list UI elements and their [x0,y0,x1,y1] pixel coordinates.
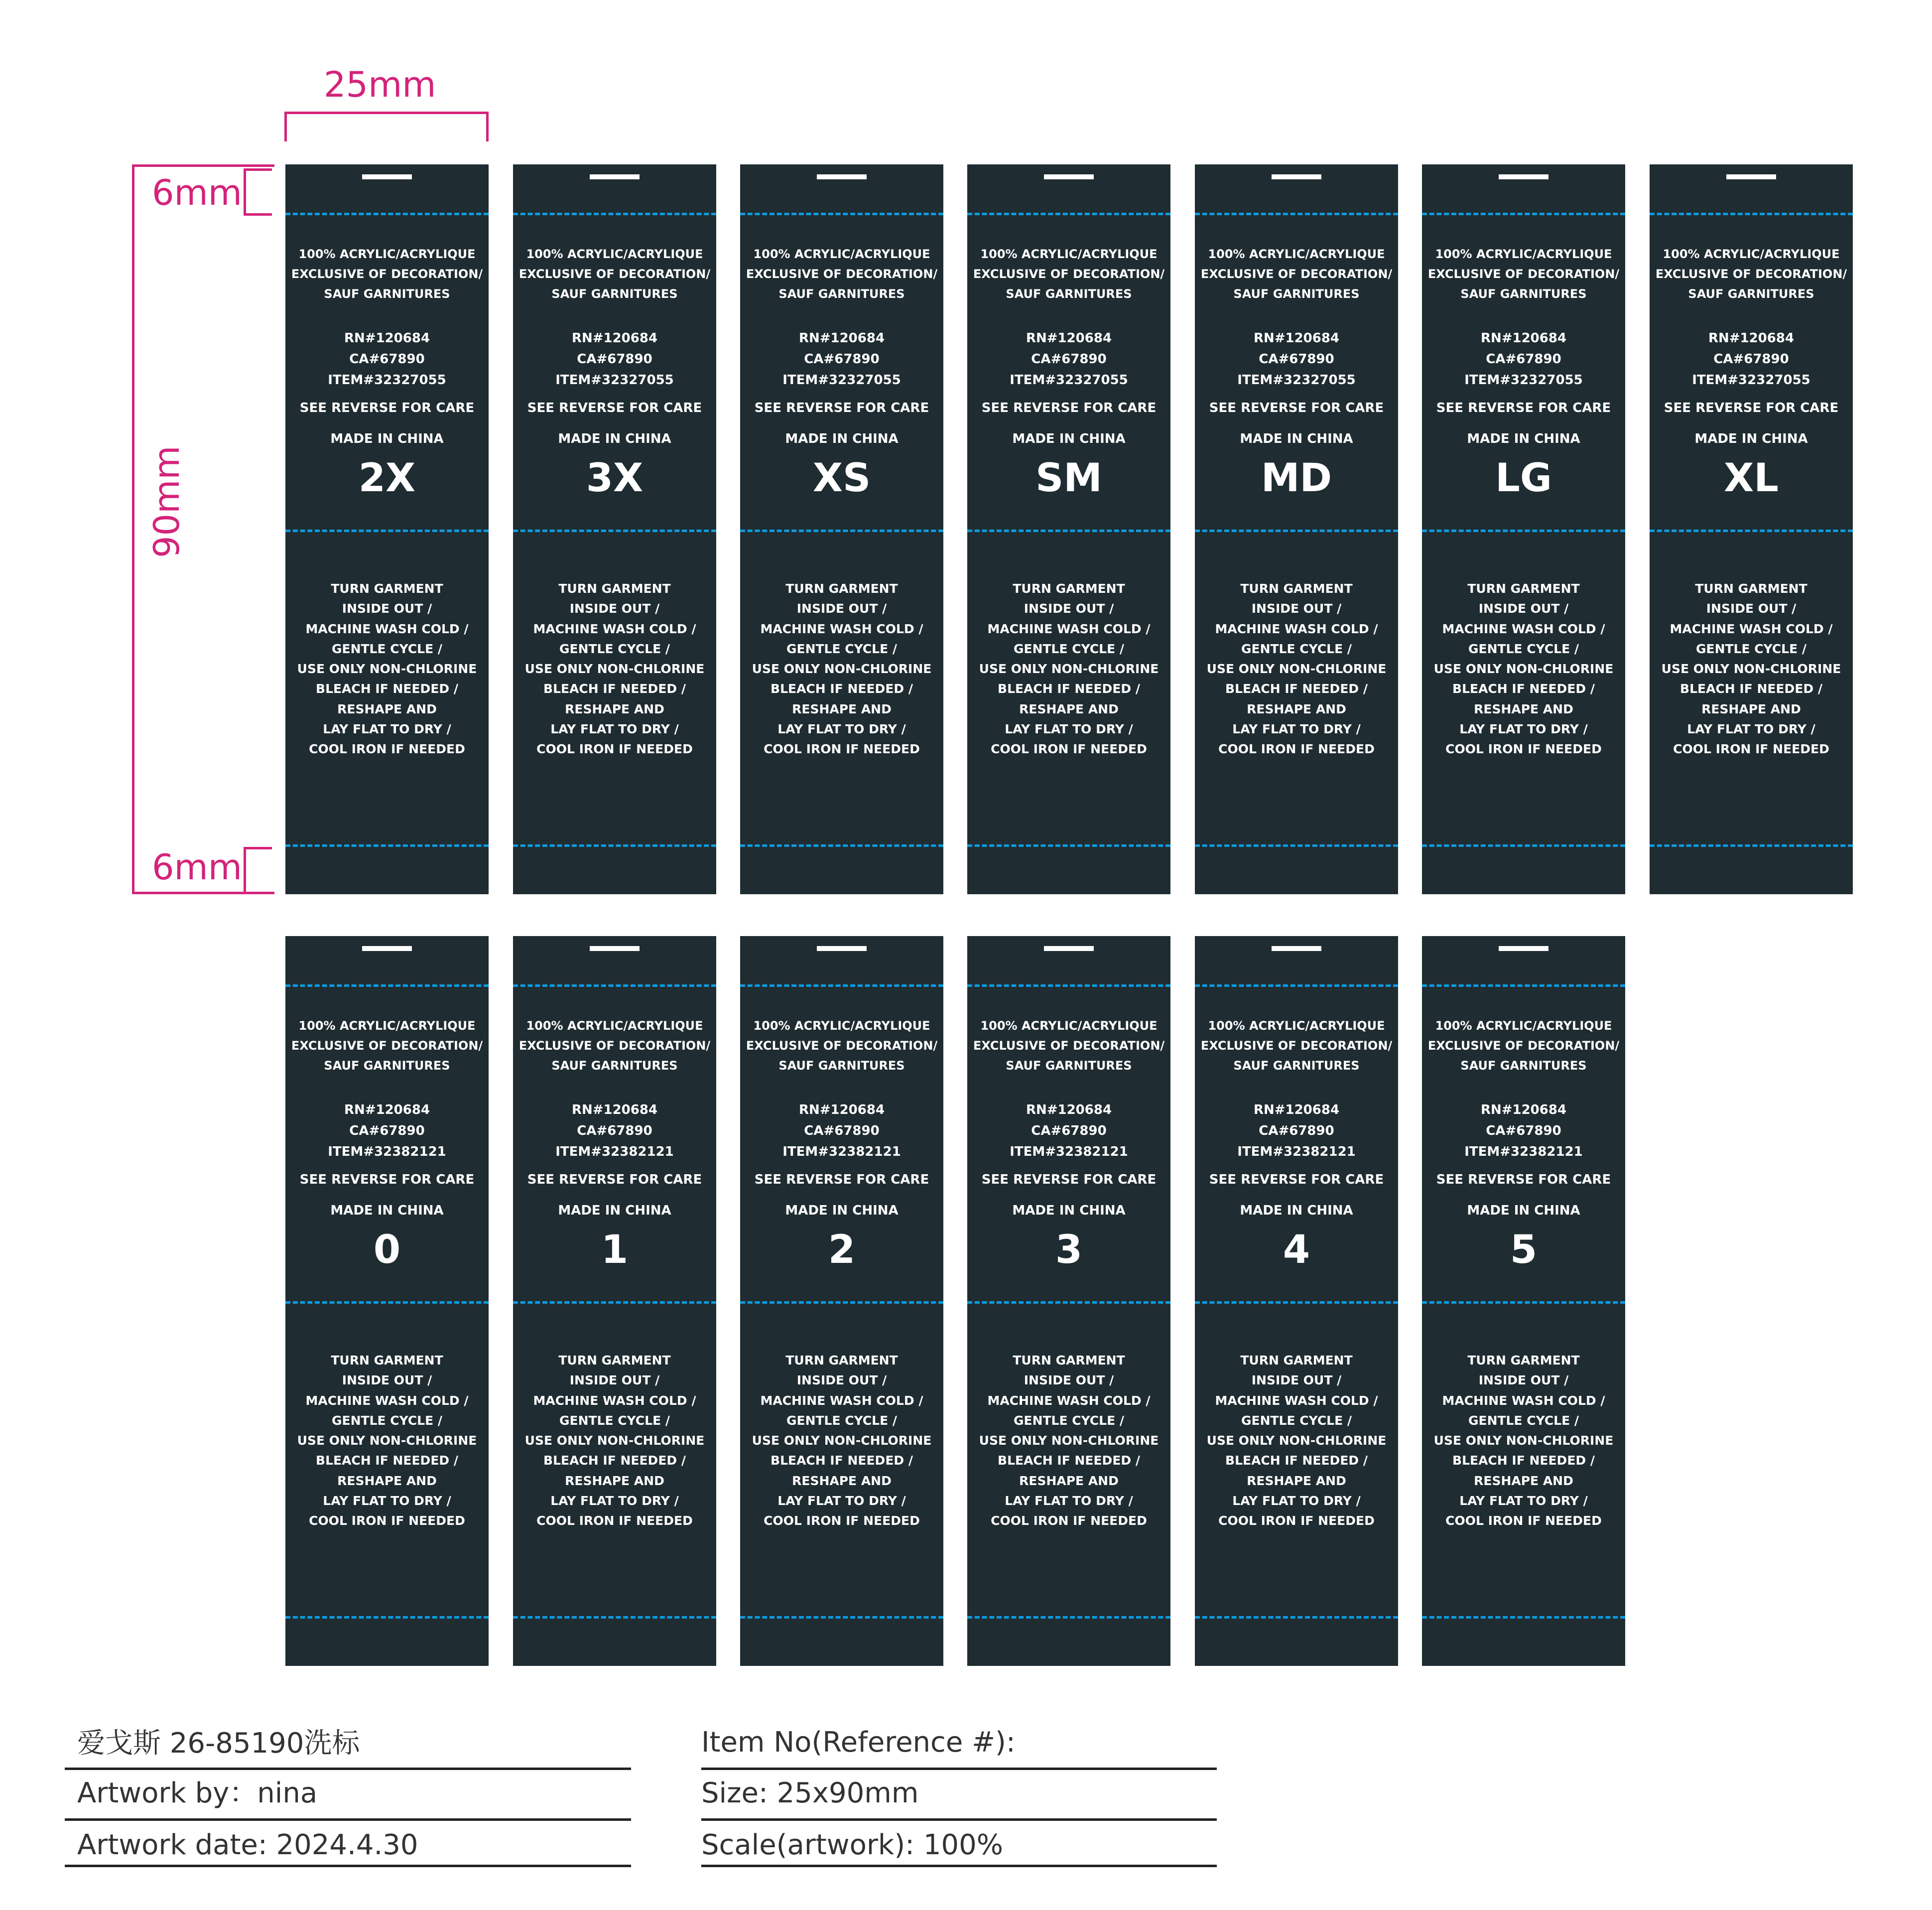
item-number: ITEM#32382121 [1010,1144,1128,1159]
size-label: 5 [1510,1228,1538,1272]
fold-line-top [1422,984,1625,987]
fold-line-top [513,213,716,215]
label-0 [285,936,489,1666]
fold-line-bottom [740,844,943,847]
fold-line-middle [1650,530,1853,532]
info-rule [701,1865,1217,1867]
fiber-content: 100% ACRYLIC/ACRYLIQUE EXCLUSIVE OF DECORATION/ SAUF GARNITURES [746,247,938,301]
fiber-content: 100% ACRYLIC/ACRYLIQUE EXCLUSIVE OF DECORATION/ SAUF GARNITURES [1200,1019,1393,1073]
ca-number: CA#67890 [1031,1123,1107,1138]
label-xs [740,164,943,894]
width-dimension-tick-left [284,112,287,141]
fold-line-middle [1422,530,1625,532]
artwork-date: Artwork date: 2024.4.30 [77,1829,418,1861]
care-instructions: TURN GARMENT INSIDE OUT / MACHINE WASH COLD / GENTLE CYCLE / USE ONLY NON-CHLORINE BLEACH IF NEEDED / RESHAPE AND LAY FLAT TO DRY / COOL IRON IF NEEDED [752,1353,932,1528]
ca-number: CA#67890 [349,1123,425,1138]
rn-number: RN#120684 [1480,1102,1567,1117]
item-number: ITEM#32382121 [1237,1144,1356,1159]
item-number: ITEM#32382121 [782,1144,901,1159]
item-number: ITEM#32327055 [782,373,901,388]
ca-number: CA#67890 [349,352,425,367]
care-instructions: TURN GARMENT INSIDE OUT / MACHINE WASH COLD / GENTLE CYCLE / USE ONLY NON-CHLORINE BLEACH IF NEEDED / RESHAPE AND LAY FLAT TO DRY / COOL IRON IF NEEDED [979,1353,1159,1528]
country-of-origin: MADE IN CHINA [1012,431,1126,446]
artwork-title: 爱戈斯 26-85190洗标 [77,1727,360,1760]
fold-line-bottom [1195,844,1398,847]
see-reverse: SEE REVERSE FOR CARE [754,1172,929,1187]
fold-line-top [967,984,1170,987]
size-spec: Size: 25x90mm [701,1777,919,1809]
size-label: 3X [586,456,644,501]
item-number: ITEM#32327055 [1237,373,1356,388]
label-1 [513,936,716,1666]
see-reverse: SEE REVERSE FOR CARE [1209,401,1384,415]
fold-line-top [1195,213,1398,215]
info-rule [65,1865,631,1867]
info-rule [65,1818,631,1821]
hang-slot [362,946,412,951]
fold-line-middle [513,1301,716,1304]
country-of-origin: MADE IN CHINA [1012,1203,1126,1218]
fold-line-bottom [513,844,716,847]
ca-number: CA#67890 [804,352,880,367]
fold-line-top [285,984,489,987]
see-reverse: SEE REVERSE FOR CARE [527,401,702,415]
fold-line-bottom [740,1616,943,1619]
rn-number: RN#120684 [571,331,658,346]
country-of-origin: MADE IN CHINA [1240,431,1353,446]
info-rule [701,1768,1217,1770]
top-margin-bracket-side [244,168,246,216]
item-number: ITEM#32327055 [1692,373,1810,388]
size-label: XL [1724,456,1779,501]
rn-number: RN#120684 [1026,1102,1112,1117]
hang-slot [1272,946,1321,951]
label-3 [967,936,1170,1666]
fold-line-top [1422,213,1625,215]
fold-line-middle [1195,1301,1398,1304]
ca-number: CA#67890 [1259,1123,1334,1138]
item-number: ITEM#32382121 [1464,1144,1583,1159]
see-reverse: SEE REVERSE FOR CARE [299,1172,475,1187]
info-rule [65,1768,631,1770]
fold-line-middle [1422,1301,1625,1304]
fold-line-top [740,213,943,215]
fold-line-bottom [285,1616,489,1619]
fiber-content: 100% ACRYLIC/ACRYLIQUE EXCLUSIVE OF DECORATION/ SAUF GARNITURES [1427,1019,1620,1073]
fiber-content: 100% ACRYLIC/ACRYLIQUE EXCLUSIVE OF DECORATION/ SAUF GARNITURES [291,1019,483,1073]
hang-slot [590,174,640,179]
see-reverse: SEE REVERSE FOR CARE [754,401,929,415]
see-reverse: SEE REVERSE FOR CARE [1436,401,1611,415]
fiber-content: 100% ACRYLIC/ACRYLIQUE EXCLUSIVE OF DECORATION/ SAUF GARNITURES [1655,247,1847,301]
fold-line-top [513,984,716,987]
fiber-content: 100% ACRYLIC/ACRYLIQUE EXCLUSIVE OF DECORATION/ SAUF GARNITURES [518,1019,711,1073]
rn-number: RN#120684 [571,1102,658,1117]
care-instructions: TURN GARMENT INSIDE OUT / MACHINE WASH COLD / GENTLE CYCLE / USE ONLY NON-CHLORINE BLEACH IF NEEDED / RESHAPE AND LAY FLAT TO DRY / COOL IRON IF NEEDED [1433,581,1614,757]
see-reverse: SEE REVERSE FOR CARE [1209,1172,1384,1187]
hang-slot [1044,174,1094,179]
size-label: MD [1261,456,1332,501]
size-label: 3 [1055,1228,1083,1272]
country-of-origin: MADE IN CHINA [785,431,899,446]
fold-line-bottom [1422,844,1625,847]
rn-number: RN#120684 [344,1102,430,1117]
item-number: ITEM#32382121 [555,1144,674,1159]
fiber-content: 100% ACRYLIC/ACRYLIQUE EXCLUSIVE OF DECORATION/ SAUF GARNITURES [973,1019,1165,1073]
label-lg [1422,164,1625,894]
label-sm [967,164,1170,894]
fold-line-middle [513,530,716,532]
care-instructions: TURN GARMENT INSIDE OUT / MACHINE WASH COLD / GENTLE CYCLE / USE ONLY NON-CHLORINE BLEACH IF NEEDED / RESHAPE AND LAY FLAT TO DRY / COOL IRON IF NEEDED [297,581,477,757]
hang-slot [1726,174,1776,179]
rn-number: RN#120684 [1708,331,1795,346]
fold-line-middle [740,530,943,532]
see-reverse: SEE REVERSE FOR CARE [527,1172,702,1187]
width-dimension-bar [284,112,489,114]
country-of-origin: MADE IN CHINA [330,1203,444,1218]
info-rule [701,1818,1217,1821]
fold-line-middle [740,1301,943,1304]
ca-number: CA#67890 [1486,1123,1561,1138]
country-of-origin: MADE IN CHINA [1467,1203,1580,1218]
rn-number: RN#120684 [798,331,885,346]
top-margin-bracket-top [244,168,272,171]
width-dimension-tick-right [486,112,489,141]
item-number: ITEM#32327055 [328,373,446,388]
ca-number: CA#67890 [804,1123,880,1138]
label-xl [1650,164,1853,894]
care-instructions: TURN GARMENT INSIDE OUT / MACHINE WASH COLD / GENTLE CYCLE / USE ONLY NON-CHLORINE BLEACH IF NEEDED / RESHAPE AND LAY FLAT TO DRY / COOL IRON IF NEEDED [1206,1353,1387,1528]
see-reverse: SEE REVERSE FOR CARE [981,401,1157,415]
size-label: LG [1495,456,1552,501]
ca-number: CA#67890 [1031,352,1107,367]
height-dimension-top-tick [132,164,274,167]
country-of-origin: MADE IN CHINA [558,1203,671,1218]
bottom-margin-dimension-text: 6mm [152,847,242,888]
care-instructions: TURN GARMENT INSIDE OUT / MACHINE WASH COLD / GENTLE CYCLE / USE ONLY NON-CHLORINE BLEACH IF NEEDED / RESHAPE AND LAY FLAT TO DRY / COOL IRON IF NEEDED [524,1353,705,1528]
fold-line-top [740,984,943,987]
label-5 [1422,936,1625,1666]
size-label: 0 [373,1228,401,1272]
see-reverse: SEE REVERSE FOR CARE [1436,1172,1611,1187]
ca-number: CA#67890 [1486,352,1561,367]
scale-spec: Scale(artwork): 100% [701,1829,1003,1861]
ca-number: CA#67890 [1259,352,1334,367]
fiber-content: 100% ACRYLIC/ACRYLIQUE EXCLUSIVE OF DECORATION/ SAUF GARNITURES [291,247,483,301]
fold-line-middle [285,530,489,532]
item-number: ITEM#32382121 [328,1144,446,1159]
care-instructions: TURN GARMENT INSIDE OUT / MACHINE WASH COLD / GENTLE CYCLE / USE ONLY NON-CHLORINE BLEACH IF NEEDED / RESHAPE AND LAY FLAT TO DRY / COOL IRON IF NEEDED [1661,581,1841,757]
fold-line-top [285,213,489,215]
size-label: SM [1035,456,1102,501]
fold-line-middle [285,1301,489,1304]
label-md [1195,164,1398,894]
ca-number: CA#67890 [577,352,652,367]
hang-slot [1044,946,1094,951]
rn-number: RN#120684 [1253,1102,1340,1117]
fold-line-bottom [285,844,489,847]
care-instructions: TURN GARMENT INSIDE OUT / MACHINE WASH COLD / GENTLE CYCLE / USE ONLY NON-CHLORINE BLEACH IF NEEDED / RESHAPE AND LAY FLAT TO DRY / COOL IRON IF NEEDED [1206,581,1387,757]
hang-slot [817,946,867,951]
rn-number: RN#120684 [344,331,430,346]
fold-line-top [1195,984,1398,987]
item-number: Item No(Reference #): [701,1726,1016,1759]
label-3x [513,164,716,894]
bottom-margin-bracket-top [244,847,272,849]
hang-slot [817,174,867,179]
hang-slot [1499,174,1548,179]
width-dimension-text: 25mm [324,64,436,105]
rn-number: RN#120684 [798,1102,885,1117]
item-number: ITEM#32327055 [1010,373,1128,388]
size-label: 2 [828,1228,856,1272]
fold-line-top [1650,213,1853,215]
artwork-by: Artwork by：nina [77,1777,318,1809]
care-instructions: TURN GARMENT INSIDE OUT / MACHINE WASH COLD / GENTLE CYCLE / USE ONLY NON-CHLORINE BLEACH IF NEEDED / RESHAPE AND LAY FLAT TO DRY / COOL IRON IF NEEDED [752,581,932,757]
see-reverse: SEE REVERSE FOR CARE [981,1172,1157,1187]
size-label: 1 [601,1228,629,1272]
label-4 [1195,936,1398,1666]
top-margin-dimension-text: 6mm [152,172,242,213]
fiber-content: 100% ACRYLIC/ACRYLIQUE EXCLUSIVE OF DECORATION/ SAUF GARNITURES [973,247,1165,301]
top-margin-bracket-bottom [244,213,272,216]
care-instructions: TURN GARMENT INSIDE OUT / MACHINE WASH COLD / GENTLE CYCLE / USE ONLY NON-CHLORINE BLEACH IF NEEDED / RESHAPE AND LAY FLAT TO DRY / COOL IRON IF NEEDED [979,581,1159,757]
fold-line-bottom [967,1616,1170,1619]
fiber-content: 100% ACRYLIC/ACRYLIQUE EXCLUSIVE OF DECORATION/ SAUF GARNITURES [1427,247,1620,301]
fold-line-bottom [1195,1616,1398,1619]
country-of-origin: MADE IN CHINA [330,431,444,446]
fold-line-bottom [1650,844,1853,847]
hang-slot [1272,174,1321,179]
fold-line-bottom [513,1616,716,1619]
hang-slot [590,946,640,951]
hang-slot [1499,946,1548,951]
label-2x [285,164,489,894]
bottom-margin-bracket-side [244,847,246,894]
country-of-origin: MADE IN CHINA [785,1203,899,1218]
care-instructions: TURN GARMENT INSIDE OUT / MACHINE WASH COLD / GENTLE CYCLE / USE ONLY NON-CHLORINE BLEACH IF NEEDED / RESHAPE AND LAY FLAT TO DRY / COOL IRON IF NEEDED [1433,1353,1614,1528]
country-of-origin: MADE IN CHINA [1467,431,1580,446]
fold-line-middle [967,1301,1170,1304]
fiber-content: 100% ACRYLIC/ACRYLIQUE EXCLUSIVE OF DECORATION/ SAUF GARNITURES [1200,247,1393,301]
fold-line-middle [1195,530,1398,532]
country-of-origin: MADE IN CHINA [1694,431,1808,446]
label-2 [740,936,943,1666]
rn-number: RN#120684 [1253,331,1340,346]
see-reverse: SEE REVERSE FOR CARE [1664,401,1839,415]
ca-number: CA#67890 [577,1123,652,1138]
see-reverse: SEE REVERSE FOR CARE [299,401,475,415]
rn-number: RN#120684 [1026,331,1112,346]
ca-number: CA#67890 [1713,352,1789,367]
care-instructions: TURN GARMENT INSIDE OUT / MACHINE WASH COLD / GENTLE CYCLE / USE ONLY NON-CHLORINE BLEACH IF NEEDED / RESHAPE AND LAY FLAT TO DRY / COOL IRON IF NEEDED [524,581,705,757]
height-dimension-bottom-tick [132,892,274,894]
height-dimension-bar [132,164,134,894]
fold-line-bottom [1422,1616,1625,1619]
fold-line-bottom [967,844,1170,847]
size-label: 2X [358,456,416,501]
hang-slot [362,174,412,179]
size-label: XS [812,456,871,501]
country-of-origin: MADE IN CHINA [558,431,671,446]
fold-line-middle [967,530,1170,532]
fold-line-top [967,213,1170,215]
fiber-content: 100% ACRYLIC/ACRYLIQUE EXCLUSIVE OF DECORATION/ SAUF GARNITURES [746,1019,938,1073]
care-instructions: TURN GARMENT INSIDE OUT / MACHINE WASH COLD / GENTLE CYCLE / USE ONLY NON-CHLORINE BLEACH IF NEEDED / RESHAPE AND LAY FLAT TO DRY / COOL IRON IF NEEDED [297,1353,477,1528]
country-of-origin: MADE IN CHINA [1240,1203,1353,1218]
size-label: 4 [1283,1228,1310,1272]
item-number: ITEM#32327055 [555,373,674,388]
rn-number: RN#120684 [1480,331,1567,346]
fiber-content: 100% ACRYLIC/ACRYLIQUE EXCLUSIVE OF DECORATION/ SAUF GARNITURES [518,247,711,301]
item-number: ITEM#32327055 [1464,373,1583,388]
